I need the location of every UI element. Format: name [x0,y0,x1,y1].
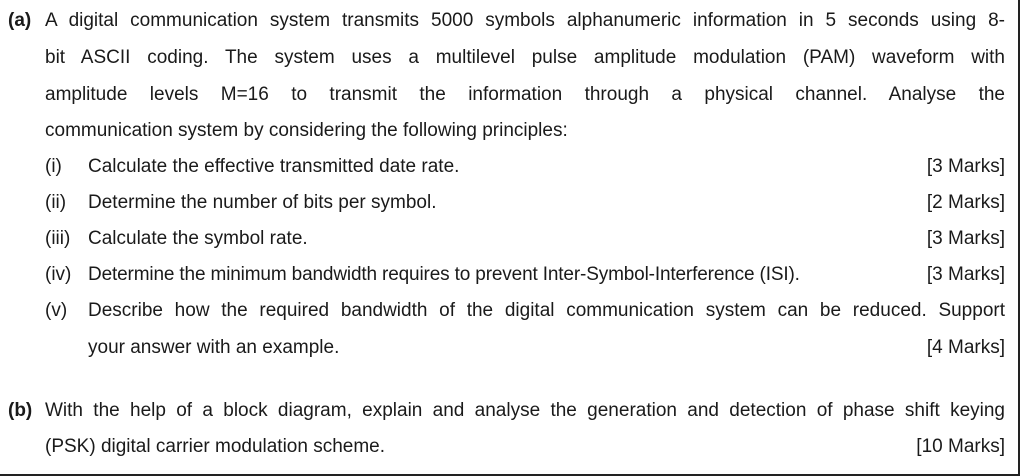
item-i-marks: [3 Marks] [926,156,1005,177]
item-v-marks: [4 Marks] [926,337,1005,358]
part-a-line-4: communication system by considering the following principles: [45,120,568,141]
part-b-label: (b) [8,400,33,421]
part-b-line-2: (PSK) digital carrier modulation scheme. [45,436,386,457]
item-iv-marks: [3 Marks] [926,264,1005,285]
item-ii-marks: [2 Marks] [926,192,1005,213]
item-ii-text: Determine the number of bits per symbol. [88,192,437,213]
item-iii-marks: [3 Marks] [926,228,1005,249]
item-iv-number: (iv) [45,264,72,285]
item-v-number: (v) [45,300,68,321]
part-b-marks: [10 Marks] [916,436,1005,457]
part-a-line-3: amplitude levels M=16 to transmit the information through a physical channel. Analyse the [45,84,1005,105]
part-a-label: (a) [8,10,32,31]
item-v-text-continued: your answer with an example. [88,337,340,358]
item-iii-text: Calculate the symbol rate. [88,228,308,249]
item-i-text: Calculate the effective transmitted date rate. [88,156,460,177]
part-a-line-2: bit ASCII coding. The system uses a multilevel pulse amplitude modulation (PAM) waveform with [45,47,1005,68]
part-a-line-1: A digital communication system transmits 5000 symbols alphanumeric information in 5 seconds using 8- [45,10,1005,31]
part-b-line-1: With the help of a block diagram, explain and analyse the generation and detection of phase shift keying [45,400,1005,421]
item-iii-number: (iii) [45,228,71,249]
item-ii-number: (ii) [45,192,67,213]
item-iv-text: Determine the minimum bandwidth requires to prevent Inter-Symbol-Interference (ISI). [88,264,800,285]
item-i-number: (i) [45,156,62,177]
item-v-text: Describe how the required bandwidth of the digital communication system can be reduced. Support [88,300,1005,321]
